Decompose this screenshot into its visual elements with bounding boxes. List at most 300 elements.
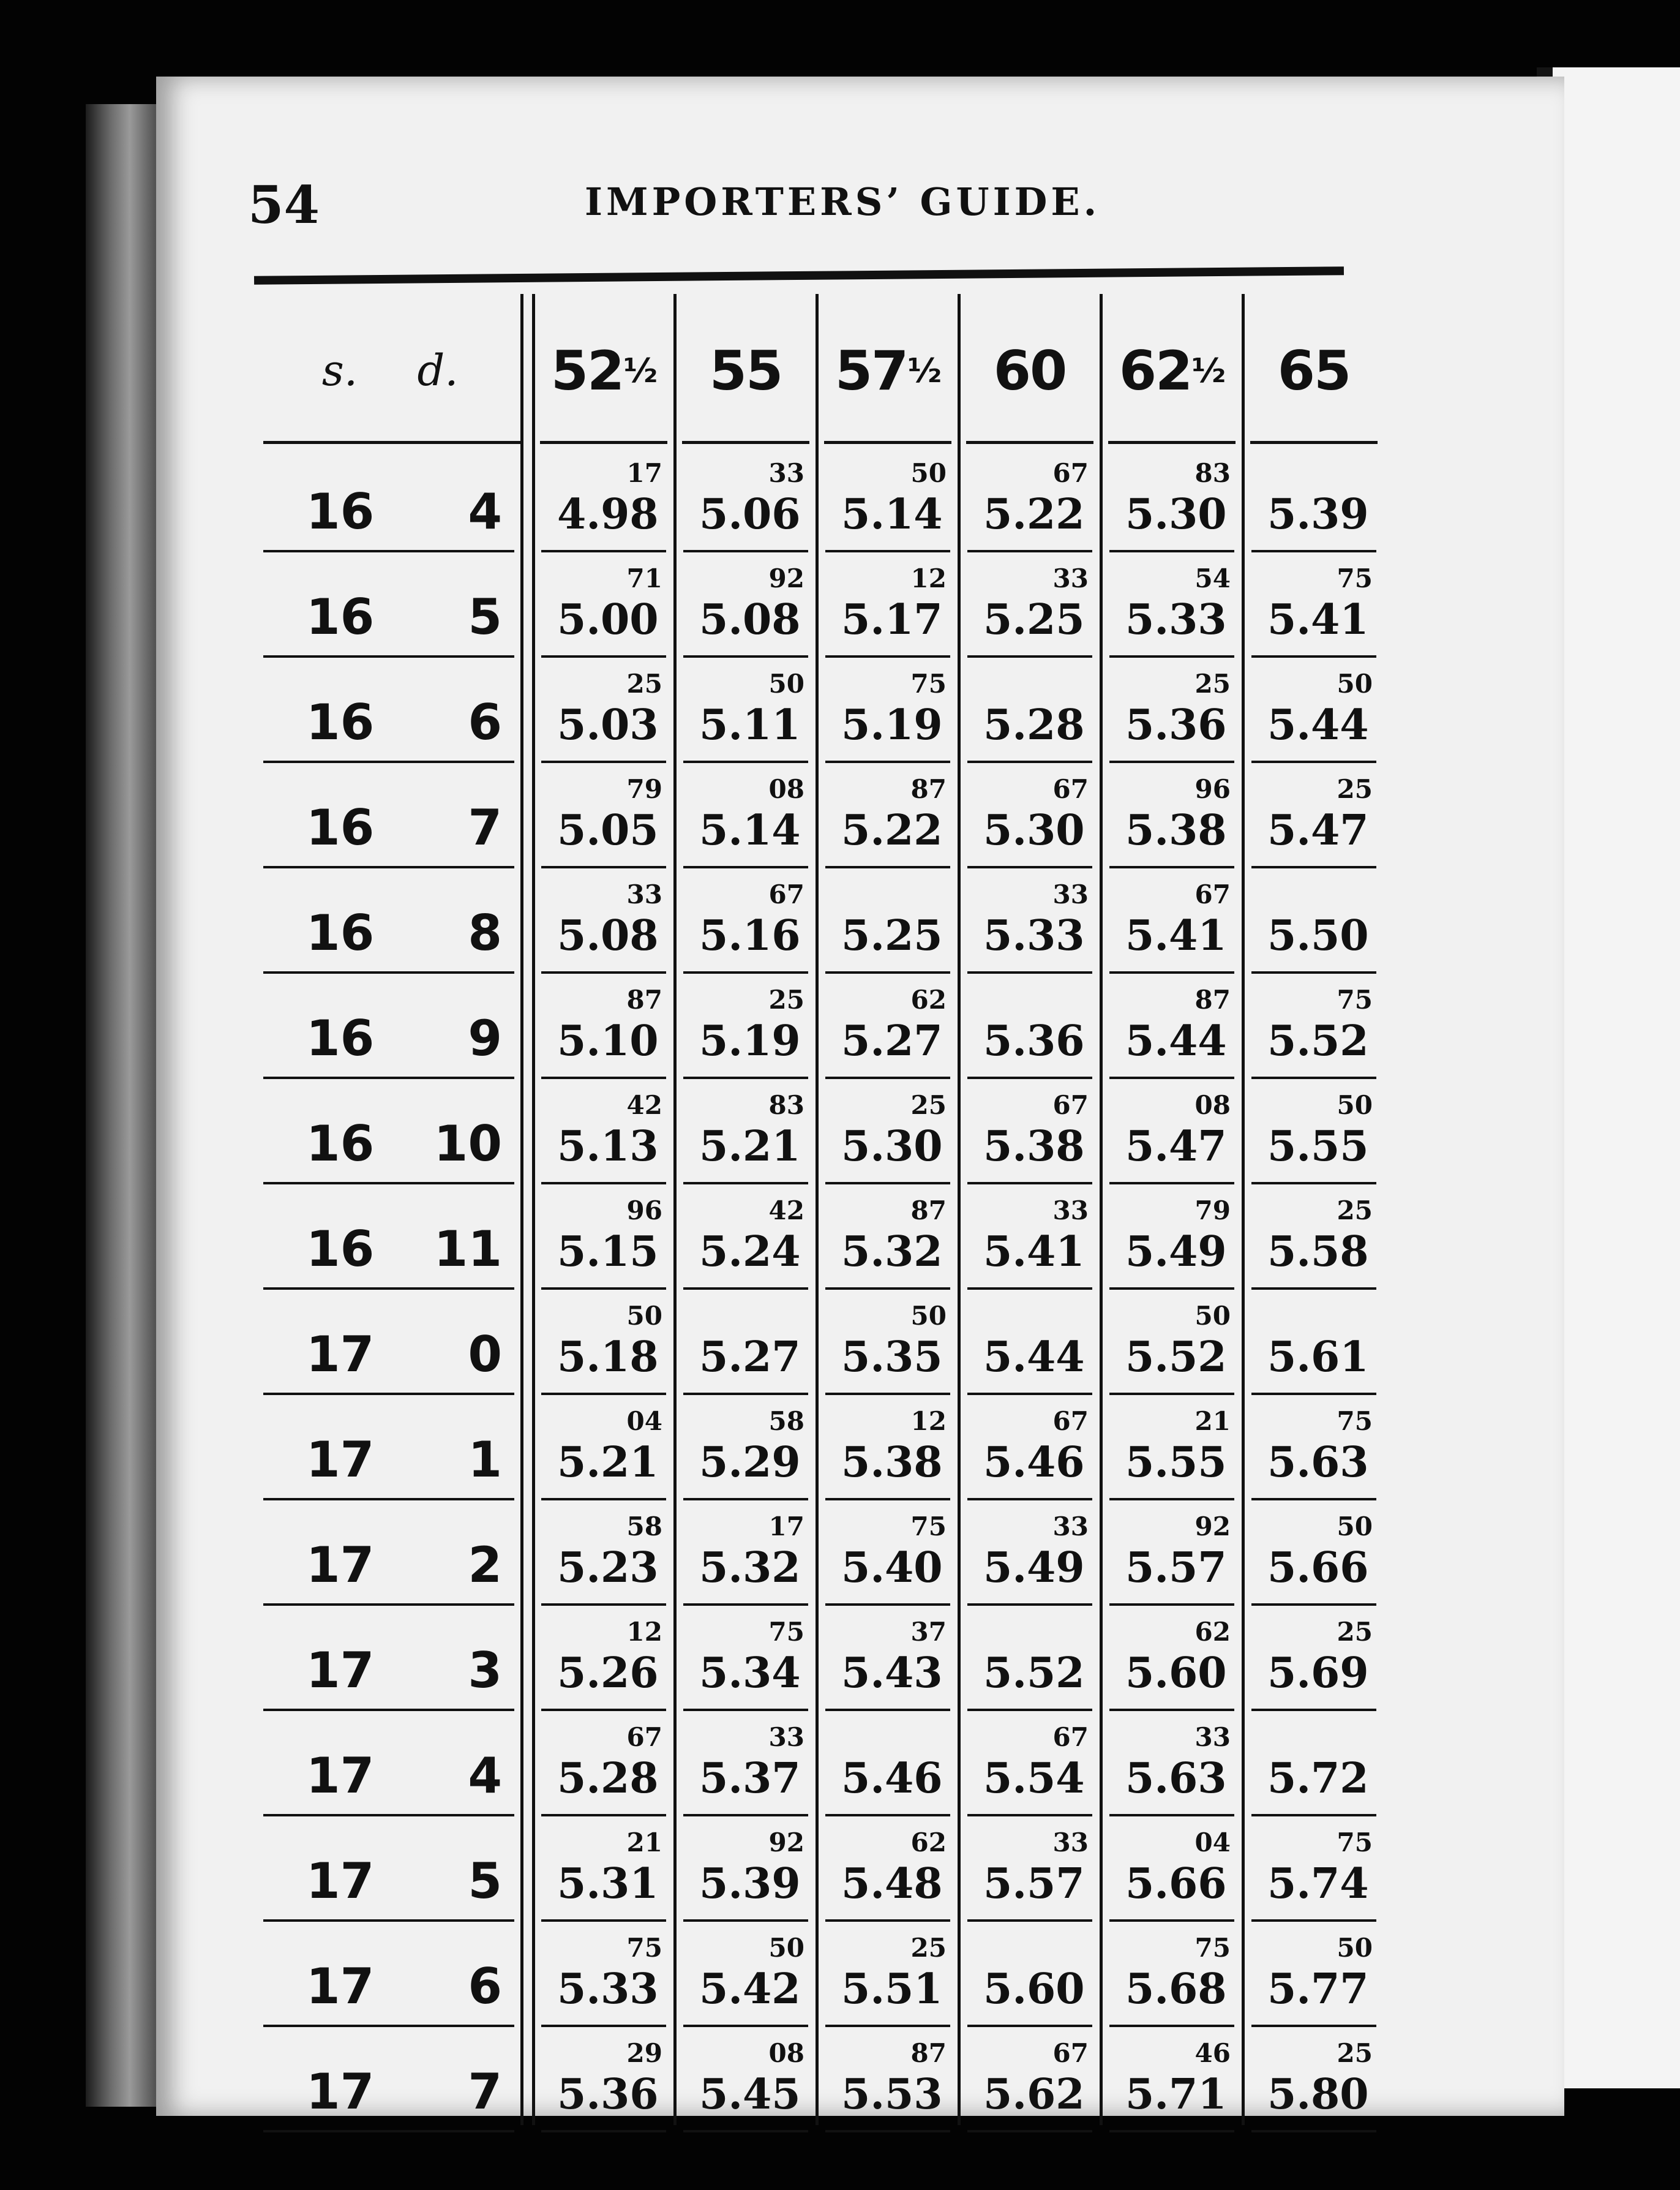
cell-fraction-superscript: 25 <box>910 1090 947 1120</box>
shillings-value: 17 <box>306 1431 375 1488</box>
cell-fraction-superscript: 54 <box>1194 563 1231 593</box>
cell-value: 5.51 <box>841 1965 943 2014</box>
cell-fraction-superscript: 25 <box>1194 669 1231 699</box>
cell-fraction-superscript: 67 <box>626 1722 662 1752</box>
table-cell <box>675 658 817 763</box>
cell-value: 5.17 <box>841 595 943 644</box>
cell-fraction-superscript: 46 <box>1194 2038 1231 2068</box>
cell-value: 5.41 <box>1125 911 1227 960</box>
table-cell <box>1101 1816 1243 1922</box>
cell-value: 5.48 <box>841 1859 943 1908</box>
cell-value: 5.32 <box>699 1543 801 1592</box>
cell-fraction-superscript: 67 <box>1194 879 1231 909</box>
cell-value: 5.00 <box>557 595 659 644</box>
rate-fraction: ½ <box>1191 351 1225 390</box>
table-cell <box>533 1816 675 1922</box>
cell-value: 5.40 <box>841 1543 943 1592</box>
cell-fraction-superscript: 87 <box>910 774 947 804</box>
cell-value: 5.10 <box>557 1017 659 1066</box>
cell-value: 5.42 <box>699 1965 801 2014</box>
cell-value: 5.36 <box>1125 701 1227 750</box>
cell-fraction-superscript: 42 <box>768 1195 804 1225</box>
shillings-value: 16 <box>306 1221 375 1278</box>
cell-value: 5.58 <box>1267 1227 1369 1276</box>
cell-fraction-superscript: 33 <box>1052 1195 1089 1225</box>
table-cell <box>817 1711 959 1816</box>
cell-fraction-superscript: 67 <box>1052 1406 1089 1436</box>
cell-value: 5.21 <box>557 1438 659 1487</box>
cell-value: 5.61 <box>1267 1333 1369 1382</box>
rate-whole: 62 <box>1119 339 1192 402</box>
table-cell <box>817 1816 959 1922</box>
table-cell <box>533 2027 675 2132</box>
cell-fraction-superscript: 67 <box>1052 458 1089 488</box>
table-cell <box>817 2027 959 2132</box>
table-cell <box>1243 763 1385 868</box>
table-cell <box>533 1184 675 1290</box>
header-underline <box>263 441 520 444</box>
table-cell <box>817 1606 959 1711</box>
cell-fraction-superscript: 87 <box>1194 985 1231 1015</box>
cell-value: 5.52 <box>1267 1017 1369 1066</box>
header-underline <box>1108 441 1236 444</box>
table-cell <box>1101 1079 1243 1184</box>
rate-column-header <box>817 294 959 447</box>
cell-value: 5.57 <box>983 1859 1085 1908</box>
table-cell <box>675 1922 817 2027</box>
cell-value: 5.21 <box>699 1122 801 1171</box>
table-cell <box>817 1079 959 1184</box>
table-cell <box>1101 1606 1243 1711</box>
cell-fraction-superscript: 96 <box>626 1195 662 1225</box>
cell-fraction-superscript: 75 <box>910 1511 947 1541</box>
row-label <box>257 2027 514 2132</box>
table-cell <box>817 1290 959 1395</box>
header-underline <box>824 441 951 444</box>
table-cell <box>1101 1184 1243 1290</box>
table-cell <box>533 763 675 868</box>
cell-fraction-superscript: 21 <box>626 1827 662 1857</box>
cell-value: 5.33 <box>983 911 1085 960</box>
cell-value: 5.52 <box>983 1649 1085 1698</box>
table-cell <box>533 974 675 1079</box>
row-label <box>257 1079 514 1184</box>
table-cell <box>533 658 675 763</box>
cell-value: 5.63 <box>1267 1438 1369 1487</box>
cell-value: 5.38 <box>841 1438 943 1487</box>
cell-value: 5.05 <box>557 806 659 855</box>
table-cell <box>817 868 959 974</box>
cell-value: 5.37 <box>699 1754 801 1803</box>
cell-fraction-superscript: 62 <box>910 1827 947 1857</box>
cell-fraction-superscript: 17 <box>768 1511 804 1541</box>
cell-value: 5.41 <box>983 1227 1085 1276</box>
cell-fraction-superscript: 25 <box>1337 1617 1373 1647</box>
row-label <box>257 1395 514 1500</box>
cell-fraction-superscript: 92 <box>1194 1511 1231 1541</box>
cell-value: 5.45 <box>699 2070 801 2119</box>
cell-value: 5.25 <box>841 911 943 960</box>
pence-value: 9 <box>468 1010 502 1067</box>
table-cell <box>533 868 675 974</box>
shillings-value: 16 <box>306 483 375 540</box>
cell-value: 5.72 <box>1267 1754 1369 1803</box>
table-cell <box>1243 974 1385 1079</box>
cell-fraction-superscript: 67 <box>1052 1722 1089 1752</box>
cell-value: 5.57 <box>1125 1543 1227 1592</box>
table-cell <box>959 974 1101 1079</box>
cell-value: 5.14 <box>699 806 801 855</box>
cell-fraction-superscript: 50 <box>1337 1933 1373 1963</box>
pence-value: 8 <box>468 905 502 961</box>
cell-value: 5.25 <box>983 595 1085 644</box>
cell-fraction-superscript: 50 <box>1337 669 1373 699</box>
cell-value: 5.30 <box>983 806 1085 855</box>
table-cell <box>959 1184 1101 1290</box>
table-cell <box>1101 1395 1243 1500</box>
cell-value: 5.60 <box>1125 1649 1227 1698</box>
cell-value: 5.52 <box>1125 1333 1227 1382</box>
row-label <box>257 1816 514 1922</box>
cell-value: 5.38 <box>1125 806 1227 855</box>
cell-value: 5.50 <box>1267 911 1369 960</box>
table-cell <box>675 763 817 868</box>
cell-fraction-superscript: 75 <box>768 1617 804 1647</box>
cell-value: 5.19 <box>699 1017 801 1066</box>
cell-fraction-superscript: 75 <box>626 1933 662 1963</box>
row-rule <box>263 2130 514 2132</box>
table-cell <box>1243 447 1385 552</box>
table-cell <box>817 1500 959 1606</box>
pence-value: 6 <box>468 1958 502 2015</box>
rate-fraction: ½ <box>623 351 657 390</box>
cell-value: 5.39 <box>1267 490 1369 539</box>
cell-fraction-superscript: 62 <box>1194 1617 1231 1647</box>
row-label <box>257 1184 514 1290</box>
table-cell <box>1243 868 1385 974</box>
cell-value: 5.34 <box>699 1649 801 1698</box>
cell-value: 5.23 <box>557 1543 659 1592</box>
cell-value: 5.36 <box>983 1017 1085 1066</box>
row-label <box>257 1711 514 1816</box>
shillings-value: 16 <box>306 799 375 856</box>
table-cell <box>675 1606 817 1711</box>
cell-value: 5.14 <box>841 490 943 539</box>
cell-fraction-superscript: 33 <box>768 1722 804 1752</box>
header-underline <box>540 441 667 444</box>
header-rule <box>254 266 1344 285</box>
row-label <box>257 1922 514 2027</box>
table-cell <box>817 974 959 1079</box>
cell-value: 5.28 <box>983 701 1085 750</box>
cell-fraction-superscript: 33 <box>1052 879 1089 909</box>
cell-value: 5.30 <box>1125 490 1227 539</box>
pence-value: 4 <box>468 1747 502 1804</box>
pence-value: 4 <box>468 483 502 540</box>
table-cell <box>1101 1290 1243 1395</box>
table-cell <box>1101 2027 1243 2132</box>
rate-column-header <box>675 294 817 447</box>
table-cell <box>675 974 817 1079</box>
row-label <box>257 552 514 658</box>
table-cell <box>1101 1711 1243 1816</box>
shillings-value: 17 <box>306 1958 375 2015</box>
row-label <box>257 974 514 1079</box>
row-label <box>257 1500 514 1606</box>
cell-fraction-superscript: 75 <box>1337 985 1373 1015</box>
cell-fraction-superscript: 25 <box>626 669 662 699</box>
cell-value: 5.22 <box>841 806 943 855</box>
cell-fraction-superscript: 25 <box>1337 2038 1373 2068</box>
cell-fraction-superscript: 37 <box>910 1617 947 1647</box>
cell-value: 5.06 <box>699 490 801 539</box>
rate-whole: 55 <box>709 339 782 402</box>
table-cell <box>959 1816 1101 1922</box>
cell-fraction-superscript: 50 <box>1337 1090 1373 1120</box>
cell-fraction-superscript: 50 <box>768 1933 804 1963</box>
table-cell <box>1101 658 1243 763</box>
cell-fraction-superscript: 50 <box>626 1301 662 1331</box>
cell-rule <box>825 2130 950 2132</box>
cell-fraction-superscript: 33 <box>1194 1722 1231 1752</box>
table-cell <box>675 552 817 658</box>
shillings-value: 17 <box>306 1642 375 1699</box>
cell-value: 5.32 <box>841 1227 943 1276</box>
pence-value: 5 <box>468 589 502 645</box>
cell-value: 5.33 <box>1125 595 1227 644</box>
pence-value: 2 <box>468 1537 502 1594</box>
table-cell <box>1243 552 1385 658</box>
cell-fraction-superscript: 08 <box>768 774 804 804</box>
shillings-value: 16 <box>306 905 375 961</box>
cell-value: 5.60 <box>983 1965 1085 2014</box>
cell-value: 5.54 <box>983 1754 1085 1803</box>
table-cell <box>533 1079 675 1184</box>
cell-value: 5.27 <box>841 1017 943 1066</box>
cell-value: 5.74 <box>1267 1859 1369 1908</box>
cell-fraction-superscript: 75 <box>1194 1933 1231 1963</box>
pence-value: 5 <box>468 1853 502 1910</box>
table-cell <box>533 1711 675 1816</box>
cell-fraction-superscript: 25 <box>910 1933 947 1963</box>
cell-value: 5.18 <box>557 1333 659 1382</box>
pence-value: 6 <box>468 694 502 751</box>
table-cell <box>533 1606 675 1711</box>
cell-fraction-superscript: 50 <box>910 1301 947 1331</box>
cell-fraction-superscript: 67 <box>1052 774 1089 804</box>
cell-value: 5.08 <box>557 911 659 960</box>
page-number: 54 <box>248 175 320 235</box>
pence-value: 3 <box>468 1642 502 1699</box>
cell-fraction-superscript: 92 <box>768 1827 804 1857</box>
table-cell <box>959 763 1101 868</box>
table-cell <box>1243 1606 1385 1711</box>
header-underline <box>1250 441 1378 444</box>
cell-fraction-superscript: 87 <box>626 985 662 1015</box>
cell-value: 5.28 <box>557 1754 659 1803</box>
row-label <box>257 1606 514 1711</box>
table-cell <box>1101 763 1243 868</box>
cell-value: 5.19 <box>841 701 943 750</box>
cell-value: 5.46 <box>841 1754 943 1803</box>
cell-value: 5.33 <box>557 1965 659 2014</box>
cell-fraction-superscript: 21 <box>1194 1406 1231 1436</box>
table-cell <box>1243 1184 1385 1290</box>
shillings-value: 17 <box>306 1853 375 1910</box>
pence-value: 0 <box>468 1326 502 1383</box>
table-cell <box>1243 658 1385 763</box>
cell-value: 5.55 <box>1125 1438 1227 1487</box>
running-title: IMPORTERS’ GUIDE. <box>585 179 1101 224</box>
cell-value: 5.53 <box>841 2070 943 2119</box>
cell-value: 5.11 <box>699 701 801 750</box>
table-cell <box>533 1500 675 1606</box>
cell-value: 5.36 <box>557 2070 659 2119</box>
cell-fraction-superscript: 75 <box>1337 1827 1373 1857</box>
cell-value: 5.08 <box>699 595 801 644</box>
table-cell <box>533 1922 675 2027</box>
table-cell <box>959 1290 1101 1395</box>
cell-fraction-superscript: 71 <box>626 563 662 593</box>
row-label <box>257 763 514 868</box>
cell-value: 5.13 <box>557 1122 659 1171</box>
cell-value: 5.68 <box>1125 1965 1227 2014</box>
cell-fraction-superscript: 50 <box>910 458 947 488</box>
table-cell <box>1101 447 1243 552</box>
shillings-value: 16 <box>306 1010 375 1067</box>
table-cell <box>959 2027 1101 2132</box>
cell-value: 5.46 <box>983 1438 1085 1487</box>
table-cell <box>959 868 1101 974</box>
cell-value: 5.44 <box>1267 701 1369 750</box>
table-cell <box>675 447 817 552</box>
cell-fraction-superscript: 33 <box>1052 563 1089 593</box>
shillings-value: 17 <box>306 1537 375 1594</box>
cell-fraction-superscript: 50 <box>1337 1511 1373 1541</box>
cell-value: 5.24 <box>699 1227 801 1276</box>
table-cell <box>675 1711 817 1816</box>
cell-value: 5.39 <box>699 1859 801 1908</box>
shillings-value: 17 <box>306 1747 375 1804</box>
cell-value: 5.26 <box>557 1649 659 1698</box>
cell-fraction-superscript: 96 <box>1194 774 1231 804</box>
table-cell <box>817 447 959 552</box>
table-cell <box>1243 1922 1385 2027</box>
table-cell <box>959 552 1101 658</box>
header-shillings: s. <box>321 345 358 396</box>
cell-value: 5.44 <box>983 1333 1085 1382</box>
cell-fraction-superscript: 75 <box>1337 563 1373 593</box>
cell-fraction-superscript: 17 <box>626 458 662 488</box>
cell-fraction-superscript: 62 <box>910 985 947 1015</box>
cell-value: 5.27 <box>699 1333 801 1382</box>
table-cell <box>675 1395 817 1500</box>
table-cell <box>1101 1922 1243 2027</box>
cell-fraction-superscript: 33 <box>1052 1827 1089 1857</box>
cell-fraction-superscript: 50 <box>1194 1301 1231 1331</box>
cell-fraction-superscript: 67 <box>1052 2038 1089 2068</box>
cell-rule <box>1109 2130 1234 2132</box>
table-cell <box>959 1922 1101 2027</box>
cell-fraction-superscript: 75 <box>1337 1406 1373 1436</box>
cell-value: 5.03 <box>557 701 659 750</box>
table-cell <box>1101 974 1243 1079</box>
cell-fraction-superscript: 92 <box>768 563 804 593</box>
cell-value: 5.29 <box>699 1438 801 1487</box>
cell-fraction-superscript: 25 <box>768 985 804 1015</box>
header-underline <box>682 441 809 444</box>
conversion-table <box>257 294 1384 2125</box>
cell-value: 5.66 <box>1267 1543 1369 1592</box>
pence-value: 1 <box>468 1431 502 1488</box>
table-cell <box>533 1395 675 1500</box>
cell-value: 5.44 <box>1125 1017 1227 1066</box>
cell-value: 5.47 <box>1125 1122 1227 1171</box>
cell-value: 5.71 <box>1125 2070 1227 2119</box>
table-cell <box>959 1606 1101 1711</box>
cell-value: 5.49 <box>983 1543 1085 1592</box>
cell-fraction-superscript: 12 <box>910 563 947 593</box>
pence-value: 10 <box>433 1115 502 1172</box>
cell-value: 5.31 <box>557 1859 659 1908</box>
rate-whole: 52 <box>550 339 624 402</box>
cell-value: 5.49 <box>1125 1227 1227 1276</box>
table-cell <box>1243 1500 1385 1606</box>
shillings-value: 17 <box>306 2063 375 2120</box>
table-cell <box>1243 1711 1385 1816</box>
table-cell <box>1243 2027 1385 2132</box>
table-cell <box>1101 868 1243 974</box>
rate-column-header <box>959 294 1101 447</box>
pence-value: 7 <box>468 799 502 856</box>
cell-rule <box>967 2130 1092 2132</box>
rate-fraction: ½ <box>907 351 941 390</box>
table-cell <box>1243 1395 1385 1500</box>
table-cell <box>675 2027 817 2132</box>
row-label <box>257 447 514 552</box>
pence-value: 7 <box>468 2063 502 2120</box>
table-cell <box>959 1079 1101 1184</box>
cell-value: 4.98 <box>557 490 659 539</box>
cell-value: 5.80 <box>1267 2070 1369 2119</box>
table-cell <box>533 1290 675 1395</box>
table-cell <box>533 447 675 552</box>
cell-value: 5.38 <box>983 1122 1085 1171</box>
cell-value: 5.30 <box>841 1122 943 1171</box>
cell-fraction-superscript: 87 <box>910 2038 947 2068</box>
table-cell <box>817 658 959 763</box>
table-cell <box>817 1395 959 1500</box>
cell-fraction-superscript: 58 <box>626 1511 662 1541</box>
table-cell <box>817 552 959 658</box>
cell-value: 5.35 <box>841 1333 943 1382</box>
table-cell <box>1243 1816 1385 1922</box>
table-cell <box>675 868 817 974</box>
table-cell <box>675 1500 817 1606</box>
row-label <box>257 868 514 974</box>
cell-fraction-superscript: 08 <box>1194 1090 1231 1120</box>
table-cell <box>817 763 959 868</box>
cell-value: 5.62 <box>983 2070 1085 2119</box>
rate-whole: 57 <box>834 339 908 402</box>
cell-fraction-superscript: 79 <box>1194 1195 1231 1225</box>
cell-value: 5.47 <box>1267 806 1369 855</box>
cell-fraction-superscript: 12 <box>626 1617 662 1647</box>
cell-fraction-superscript: 42 <box>626 1090 662 1120</box>
cell-fraction-superscript: 29 <box>626 2038 662 2068</box>
cell-value: 5.16 <box>699 911 801 960</box>
cell-fraction-superscript: 79 <box>626 774 662 804</box>
